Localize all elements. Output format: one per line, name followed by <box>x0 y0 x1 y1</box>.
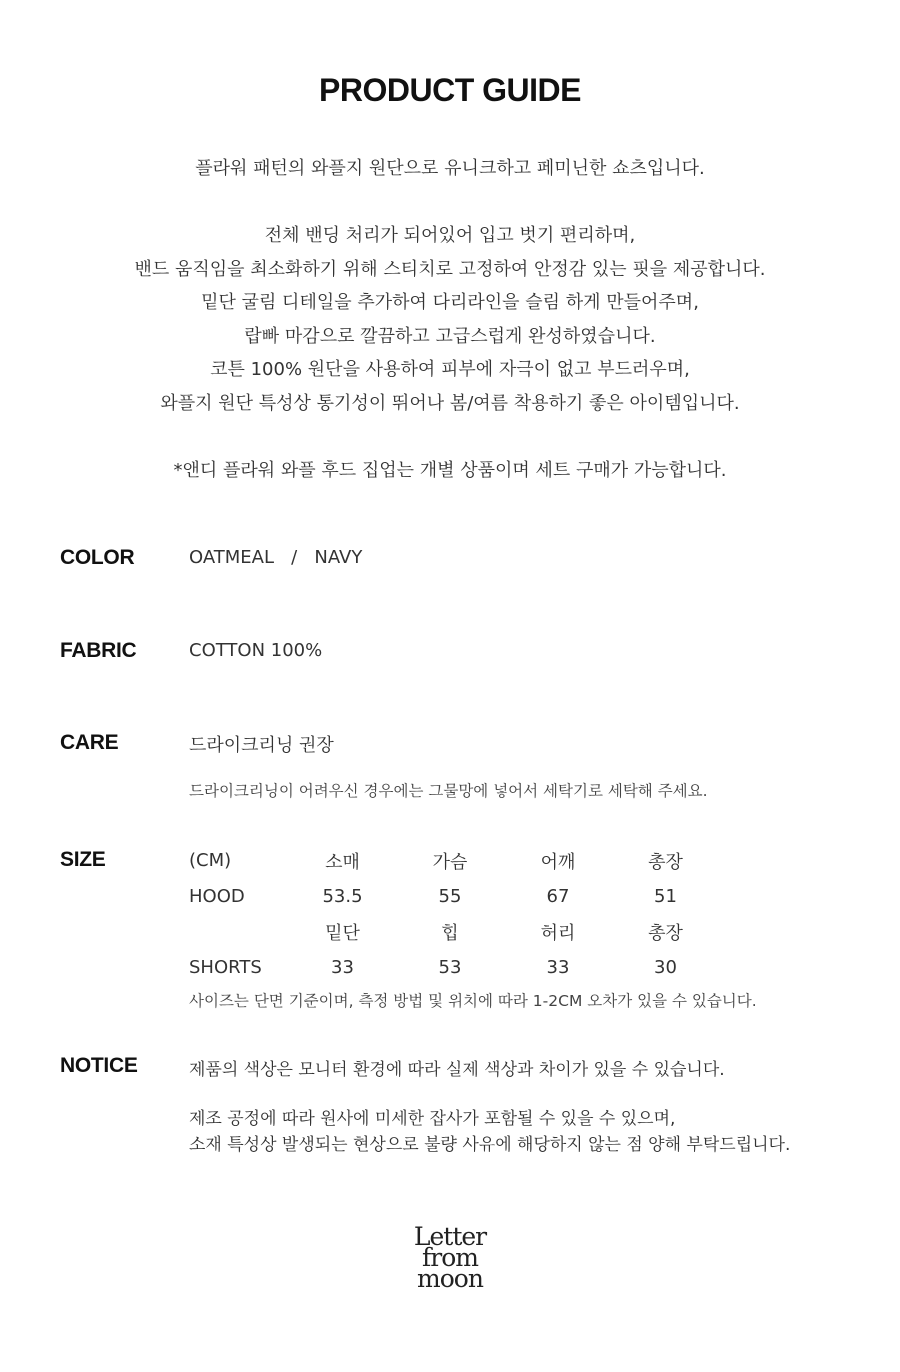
brand-logo <box>0 1222 900 1293</box>
care-note: 드라이크리닝이 어려우신 경우에는 그물망에 넣어서 세탁기로 세탁해 주세요. <box>189 782 708 800</box>
notice-label: NOTICE <box>60 1054 138 1077</box>
size-note: 사이즈는 단면 기준이며, 측정 방법 및 위치에 따라 1-2CM 오차가 있을 수 있습니다. <box>189 992 757 1010</box>
size-cell: 총장 <box>648 922 683 944</box>
fabric-label: FABRIC <box>60 639 137 662</box>
size-cell: 53 <box>438 956 462 978</box>
color-label: COLOR <box>60 546 135 569</box>
size-cell: 허리 <box>540 922 576 944</box>
size-cell: SHORTS <box>189 956 262 978</box>
notice-line: 제품의 색상은 모니터 환경에 따라 실제 색상과 차이가 있을 수 있습니다. <box>189 1060 725 1080</box>
size-cell: (CM) <box>189 850 232 872</box>
size-cell: 소매 <box>325 851 360 873</box>
notice-line: 제조 공정에 따라 원사에 미세한 잡사가 포함될 수 있을 수 있으며, <box>189 1109 676 1129</box>
care-label: CARE <box>60 731 119 754</box>
description-line: 코튼 100% 원단을 사용하여 피부에 자극이 없고 부드러우며, <box>210 359 690 380</box>
logo-text: from <box>422 1243 478 1272</box>
size-cell: 가슴 <box>432 851 468 873</box>
logo-text: moon <box>417 1264 483 1293</box>
size-cell: 33 <box>331 956 354 978</box>
size-cell: 51 <box>654 885 677 907</box>
description-line: 전체 밴딩 처리가 되어있어 입고 벗기 편리하며, <box>264 225 636 246</box>
size-row-hood <box>189 879 719 915</box>
size-cell: 30 <box>654 956 677 978</box>
set-purchase-note: *앤디 플라워 와플 후드 집업는 개별 상품이며 세트 구매가 가능합니다. <box>173 459 727 481</box>
size-cell: 힙 <box>441 922 459 944</box>
size-row-shorts <box>189 950 719 986</box>
size-cell: 어깨 <box>540 851 576 873</box>
size-cell: 밑단 <box>325 922 360 944</box>
logo-text: Letter <box>413 1222 487 1251</box>
description-line: 플라워 패턴의 와플지 원단으로 유니크하고 페미닌한 쇼츠입니다. <box>195 158 705 179</box>
size-table <box>189 843 719 985</box>
size-cell: HOOD <box>189 885 245 907</box>
size-header-row <box>189 843 719 879</box>
size-cell: 53.5 <box>322 885 363 907</box>
color-value: OATMEAL / NAVY <box>189 547 363 568</box>
size-cell: 33 <box>546 956 570 978</box>
page-title: PRODUCT GUIDE <box>319 72 581 108</box>
size-cell: 55 <box>438 885 462 907</box>
description-line: 랍빠 마감으로 깔끔하고 고급스럽게 완성하였습니다. <box>244 325 656 347</box>
fabric-value: COTTON 100% <box>189 640 323 661</box>
product-description <box>0 152 900 487</box>
description-line: 밑단 굴림 디테일을 추가하여 다리라인을 슬림 하게 만들어주며, <box>201 292 699 313</box>
size-header-row <box>189 914 719 950</box>
size-label: SIZE <box>60 848 106 871</box>
size-cell: 총장 <box>648 851 683 873</box>
notice-line: 소재 특성상 발생되는 현상으로 불량 사유에 해당하지 않는 점 양해 부탁드립니다. <box>189 1135 791 1155</box>
description-line: 밴드 움직임을 최소화하기 위해 스티치로 고정하여 안정감 있는 핏을 제공합니다. <box>134 258 766 280</box>
size-cell <box>189 914 289 950</box>
size-cell: 67 <box>546 885 570 907</box>
description-line: 와플지 원단 특성상 통기성이 뛰어나 봄/여름 착용하기 좋은 아이템입니다. <box>160 392 740 414</box>
care-value: 드라이크리닝 권장 <box>189 735 334 756</box>
